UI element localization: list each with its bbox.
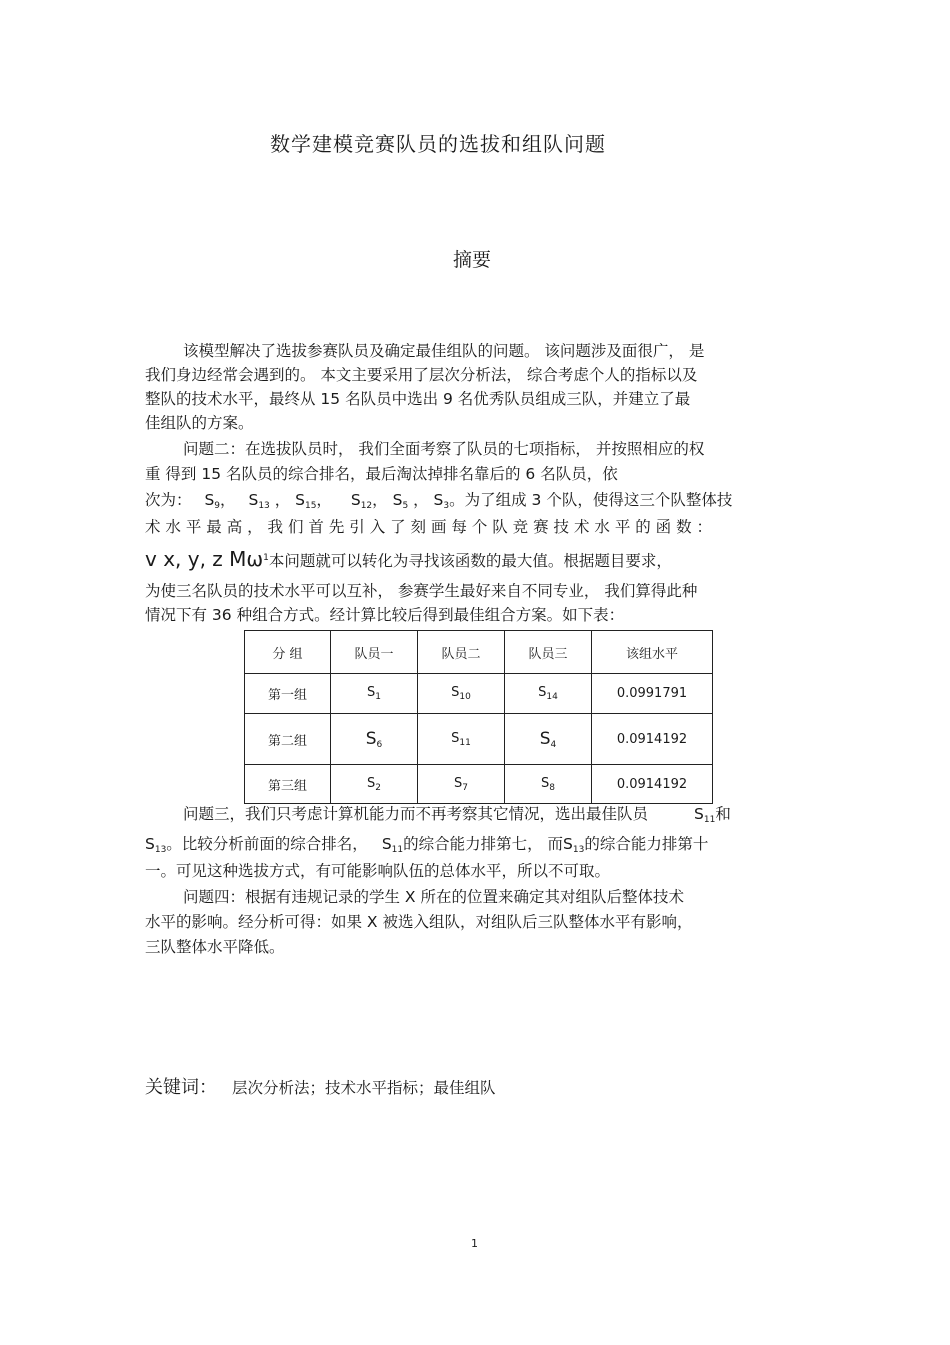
p3-line-2: $S_{13}$。比较分析前面的综合排名， $S_{11}$的综合能力排第七， 而$S_{13}$的综合能力排第十 <box>145 835 709 855</box>
p4-line-3: 三队整体水平降低。 <box>145 938 285 956</box>
eliminated-s5: $S_5$ <box>392 491 409 511</box>
keywords-label: 关键词： <box>145 1077 217 1098</box>
header-level: 该组水平 <box>592 631 713 674</box>
p2-line-6: 为使三名队员的技术水平可以互补， 参赛学生最好来自不同专业， 我们算得此种 <box>145 582 698 600</box>
p2-line-5 <box>145 547 672 572</box>
best-member-s11: $S_{11}$ <box>694 805 716 825</box>
group-name: 第一组 <box>245 674 331 714</box>
level-cell: 0.0991791 <box>592 674 713 714</box>
value-function-formula: v x, y, z Mω <box>145 547 264 572</box>
group-name: 第二组 <box>245 714 331 765</box>
p1-line-4: 佳组队的方案。 <box>145 414 254 432</box>
p2-line-3-suffix: 。为了组成 3 个队，使得这三个队整体技 <box>449 491 733 509</box>
grouping-result-table <box>244 630 713 804</box>
p3-line-1: 问题三，我们只考虑计算机能力而不再考察其它情况，选出最佳队员 $S_{11}$和 <box>183 805 731 825</box>
header-member-1: 队员一 <box>331 631 418 674</box>
header-member-2: 队员二 <box>418 631 505 674</box>
p2-line-7: 情况下有 36 种组合方式。经计算比较后得到最佳组合方案。如下表： <box>145 606 625 624</box>
member-cell: $S_1$ <box>331 674 418 714</box>
p1-line-1: 该模型解决了选拔参赛队员及确定最佳组队的问题。 该问题涉及面很广， 是 <box>183 342 705 360</box>
level-cell: 0.0914192 <box>592 714 713 765</box>
eliminated-s9: $S_9$ <box>204 491 221 511</box>
header-member-3: 队员三 <box>505 631 592 674</box>
p4-line-1: 问题四：根据有违规记录的学生 X 所在的位置来确定其对组队后整体技术 <box>183 888 684 906</box>
eliminated-s12: $S_{12}$ <box>350 491 373 511</box>
level-cell: 0.0914192 <box>592 765 713 804</box>
member-cell: $S_4$ <box>505 714 592 765</box>
member-cell: $S_{14}$ <box>505 674 592 714</box>
member-cell: $S_{11}$ <box>418 714 505 765</box>
eliminated-s3: $S_3$ <box>433 491 450 511</box>
formula-superscript: 1 <box>263 553 269 563</box>
member-cell: $S_{10}$ <box>418 674 505 714</box>
p2-line-1: 问题二：在选拔队员时， 我们全面考察了队员的七项指标， 并按照相应的权 <box>183 440 705 458</box>
header-group: 分 组 <box>245 631 331 674</box>
p1-line-3: 整队的技术水平，最终从 15 名队员中选出 9 名优秀队员组成三队，并建立了最 <box>145 390 691 408</box>
member-cell: $S_2$ <box>331 765 418 804</box>
keywords-text: 层次分析法；技术水平指标；最佳组队 <box>232 1079 496 1097</box>
member-cell: $S_8$ <box>505 765 592 804</box>
member-cell: $S_6$ <box>331 714 418 765</box>
table-row <box>245 765 713 804</box>
group-name: 第三组 <box>245 765 331 804</box>
abstract-heading: 摘要 <box>453 249 492 271</box>
eliminated-s15: $S_{15}$ <box>295 491 317 511</box>
p2-line-3-prefix: 次为： <box>145 491 192 509</box>
page-number: 1 <box>471 1237 478 1250</box>
member-cell: $S_7$ <box>418 765 505 804</box>
best-member-s13: $S_{13}$ <box>145 835 167 855</box>
p3-line-3: 一。可见这种选拔方式，有可能影响队伍的总体水平，所以不可取。 <box>145 862 611 880</box>
p2-line-2: 重 得到 15 名队员的综合排名，最后淘汰掉排名靠后的 6 名队员，依 <box>145 465 618 483</box>
table-row <box>245 714 713 765</box>
table-row <box>245 674 713 714</box>
p2-line-3: 次为： $S_9$， $S_{13}$ ， $S_{15}$， $S_{12}$， $S_5$ ， $S_3$。为了组成 3 个队，使得这三个队整体技 <box>145 491 733 511</box>
p4-line-2: 水平的影响。经分析可得：如果 X 被选入组队，对组队后三队整体水平有影响， <box>145 913 693 931</box>
p1-line-2: 我们身边经常会遇到的。 本文主要采用了层次分析法， 综合考虑个人的指标以及 <box>145 366 698 384</box>
p2-line-4: 术 水 平 最 高 ， 我 们 首 先 引 入 了 刻 画 每 个 队 竞 赛 技 术 水 平 的 函 数 ： <box>145 518 713 536</box>
document-title: 数学建模竞赛队员的选拔和组队问题 <box>270 132 606 156</box>
table-header-row <box>245 631 713 674</box>
p2-line-5-text: 本问题就可以转化为寻找该函数的最大值。根据题目要求， <box>268 552 672 571</box>
eliminated-s13: $S_{13}$ <box>248 491 270 511</box>
